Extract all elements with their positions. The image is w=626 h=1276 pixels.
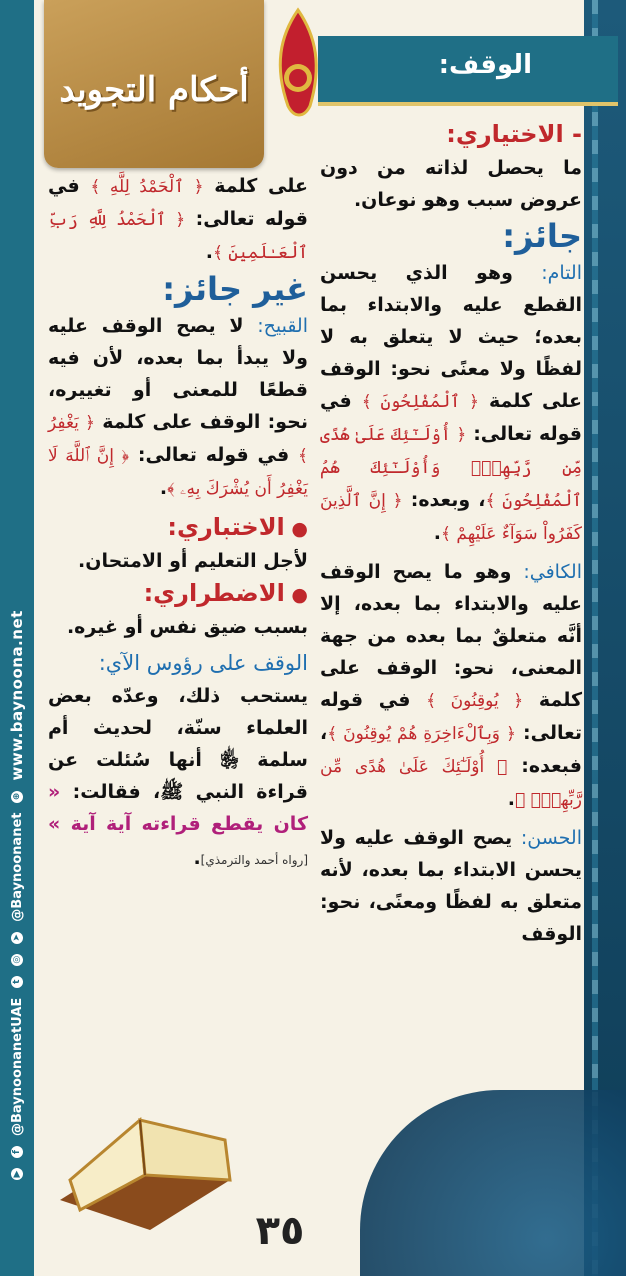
quran-verse-qabih: ﴿ إِنَّ ٱللَّهَ لَا يَغْفِرُ أَن يُشْرَكَ بِهِۦ ﴾ bbox=[48, 446, 308, 499]
quran-word-muflihun: ﴿ ٱلْمُفْلِحُونَ ﴾ bbox=[361, 392, 479, 412]
page-number: ٣٥ bbox=[255, 1208, 305, 1254]
quran-verse-kafi: ﴿ وَبِٱلْءَاخِرَةِ هُمْ يُوقِنُونَ ﴾ bbox=[327, 724, 516, 744]
term-qabih: القبيح: bbox=[257, 315, 308, 337]
left-column bbox=[48, 170, 308, 876]
handle-uae[interactable]: @BaynoonanetUAE bbox=[9, 997, 25, 1136]
kafi-text3: ، فبعده: bbox=[320, 722, 582, 777]
handle-net[interactable]: @Baynoonanet bbox=[9, 812, 25, 922]
tam-end: . bbox=[433, 522, 442, 544]
bullet-icon: ● bbox=[284, 518, 308, 540]
para-tam bbox=[320, 257, 582, 550]
cont-text2: في قوله تعالى: bbox=[48, 175, 308, 230]
facebook-icon[interactable]: f bbox=[11, 1146, 23, 1158]
para-hasan bbox=[320, 822, 582, 950]
social-strip bbox=[0, 0, 34, 1276]
quran-book-icon bbox=[40, 1080, 250, 1230]
tam-text: وهو الذي يحسن القطع عليه والابتداء بما بعده؛ حيث لا يتعلق به لا لفظًا ولا معنًى نحو: الوقف على كلمة bbox=[320, 262, 582, 412]
hasan-text: يصح الوقف عليه ولا يحسن الابتداء بما بعده، لأنه متعلق به لفظًا ومعنًى، نحو: الوقف bbox=[320, 827, 582, 945]
right-decorative-border bbox=[584, 0, 626, 1276]
decorative-medallion bbox=[360, 1090, 626, 1276]
para-kafi bbox=[320, 556, 582, 816]
instagram-icon[interactable]: ◎ bbox=[11, 954, 23, 966]
hadith-reference: [رواه أحمد والترمذي] bbox=[200, 853, 308, 867]
cont-text: على كلمة bbox=[203, 175, 308, 197]
heading-ghair-jaiz: غير جائز: bbox=[162, 270, 308, 308]
social-strip-text bbox=[4, 30, 30, 1180]
cont-end: . bbox=[205, 241, 213, 263]
section-header bbox=[318, 36, 618, 106]
heading-idtirari: الاضطراري: bbox=[143, 579, 285, 607]
bullet-icon: ● bbox=[284, 584, 308, 606]
qabih-end: . bbox=[159, 477, 168, 499]
para-idtirari: بسبب ضيق نفس أو غيره. bbox=[66, 616, 308, 638]
tam-text2: في قوله تعالى: bbox=[320, 390, 582, 445]
badge-title: أحكام التجويد bbox=[59, 70, 249, 110]
kafi-text: وهو ما يصح الوقف عليه والابتداء بما بعده، إلا أنَّه متعلقٌ بما بعده من جهة المعنى، نحو: الوقف على كلمة bbox=[320, 561, 582, 711]
kafi-end: . bbox=[507, 788, 515, 810]
heading-jaiz: جائز: bbox=[502, 217, 582, 255]
hadith-quote: « كان يقطع قراءته آية آية » bbox=[48, 781, 308, 835]
qabih-text: لا يصح الوقف عليه ولا يبدأ بما بعده، لأن فيه قطعًا للمعنى أو تغييره، نحو: الوقف على كلمة bbox=[48, 315, 308, 433]
term-hasan: الحسن: bbox=[520, 827, 582, 849]
tam-text3: ، وبعده: bbox=[402, 489, 486, 511]
quran-verse-tam: ﴿ أُوْلَـٰٓئِكَ عَلَىٰ هُدًى مِّن رَّبِّهِمْۖ وَأُوْلَـٰٓئِكَ هُمُ ٱلْمُفْلِحُونَ ﴾ bbox=[320, 425, 582, 511]
telegram-icon[interactable]: ➤ bbox=[11, 932, 23, 944]
para-ruus bbox=[48, 680, 308, 876]
kafi-text2: في قوله تعالى: bbox=[320, 689, 582, 744]
para-ikhtiyari: ما يحصل لذاته من دون عروض سبب وهو نوعان. bbox=[320, 157, 582, 211]
term-kafi: الكافي: bbox=[523, 561, 582, 583]
right-column bbox=[320, 118, 582, 950]
quran-word-yuqinun: ﴿ يُوقِنُونَ ﴾ bbox=[426, 691, 524, 711]
quran-word-hamd: ﴿ ٱلْحَمْدُ لِلَّهِ ﴾ bbox=[90, 177, 204, 197]
globe-icon: ⊕ bbox=[11, 791, 23, 803]
quran-word-yaghfir: ﴿ يَغْفِرُ ﴾ bbox=[48, 413, 308, 466]
para-continuation bbox=[48, 170, 308, 269]
heading-ikhtibari: الاختباري: bbox=[167, 513, 285, 541]
title-badge bbox=[44, 0, 264, 168]
ruus-text: يستحب ذلك، وعدّه بعض العلماء سنّة، لحديث أم سلمة ﵂ أنها سُئلت عن قراءة النبي ﷺ، فقالت: bbox=[48, 685, 308, 803]
section-title: الوقف: bbox=[438, 50, 532, 80]
para-qabih bbox=[48, 310, 308, 505]
para-ikhtibari: لأجل التعليم أو الامتحان. bbox=[78, 550, 308, 572]
term-tam: التام: bbox=[541, 262, 582, 284]
twitter-icon[interactable]: t bbox=[11, 976, 23, 988]
ruus-end: . bbox=[193, 847, 201, 869]
qabih-text2: في قوله تعالى: bbox=[129, 444, 299, 466]
quran-verse-tam2: ﴿ إِنَّ ٱلَّذِينَ كَفَرُواْ سَوَآءٌ عَلَيْهِمْ ﴾ bbox=[320, 491, 582, 544]
website-link[interactable]: www.baynoona.net bbox=[8, 610, 26, 781]
quran-verse-hamd: ﴿ ٱلْحَمْدُ لِلَّهِ رَبِّ ٱلْعَـٰلَمِينَ ﴾ bbox=[48, 210, 308, 263]
youtube-icon[interactable]: ▶ bbox=[11, 1168, 23, 1180]
heading-ikhtiyari: - الاختياري: bbox=[446, 120, 582, 148]
quran-verse-kafi2: ﴿ أُوْلَـٰٓئِكَ عَلَىٰ هُدًى مِّن رَّبِّهِمْۖ ﴾ bbox=[320, 757, 582, 810]
heading-ruus-alay: الوقف على رؤوس الآي: bbox=[98, 651, 308, 675]
logo-emblem-icon bbox=[270, 6, 326, 126]
